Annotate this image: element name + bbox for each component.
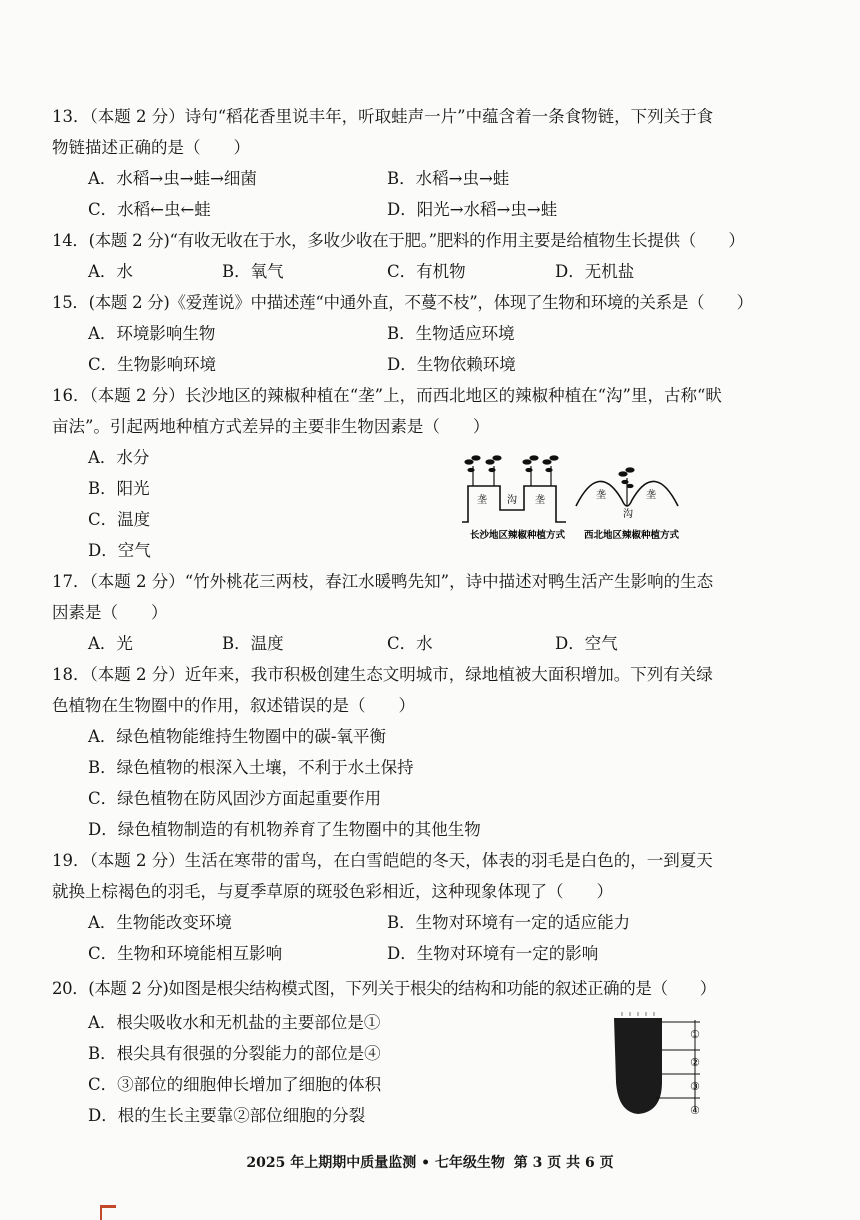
q15-option-c: C．生物影响环境 bbox=[88, 355, 217, 374]
q15-option-b: B．生物适应环境 bbox=[387, 324, 515, 343]
q15-option-a: A．环境影响生物 bbox=[88, 324, 216, 343]
furrow-label-left: 沟 bbox=[507, 495, 517, 506]
caption-changsha: 长沙地区辣椒种植方式 bbox=[470, 530, 566, 541]
q14-option-b: B．氧气 bbox=[222, 262, 284, 281]
page-footer bbox=[0, 1152, 860, 1172]
q17-stem-line2: 因素是（ ） bbox=[52, 603, 168, 622]
caption-northwest: 西北地区辣椒种植方式 bbox=[584, 530, 680, 541]
q13-option-a: A．水稻→虫→蛙→细菌 bbox=[88, 169, 257, 188]
q18-stem-line2: 色植物在生物圈中的作用，叙述错误的是（ ） bbox=[52, 696, 415, 715]
q19-option-a: A．生物能改变环境 bbox=[88, 913, 232, 932]
q20-stem-line1: 20．(本题 2 分)如图是根尖结构模式图，下列关于根尖的结构和功能的叙述正确的是（ ） bbox=[52, 979, 716, 998]
q20-option-b: B．根尖具有很强的分裂能力的部位是④ bbox=[88, 1044, 381, 1063]
q16-stem-line2: 亩法”。引起两地种植方式差异的主要非生物因素是（ ） bbox=[52, 417, 490, 436]
marker-1: ① bbox=[690, 1028, 700, 1041]
q16-option-c: C．温度 bbox=[88, 510, 151, 529]
q14-option-a: A．水 bbox=[88, 262, 133, 281]
q19-option-b: B．生物对环境有一定的适应能力 bbox=[387, 913, 631, 932]
q18-option-c: C．绿色植物在防风固沙方面起重要作用 bbox=[88, 789, 382, 808]
ridge-label-left-2: 垄 bbox=[535, 495, 545, 506]
q17-stem-line1: 17．（本题 2 分）“竹外桃花三两枝，春江水暖鸭先知”，诗中描述对鸭生活产生影响的生态 bbox=[52, 572, 714, 591]
ridge-label-right-2: 垄 bbox=[646, 490, 656, 501]
page-edge-mark bbox=[100, 1205, 116, 1220]
q14-stem-line1: 14．(本题 2 分)“有收无收在于水，多收少收在于肥。”肥料的作用主要是给植物生长提供（ ） bbox=[52, 231, 745, 250]
q13-stem-line1: 13．（本题 2 分）诗句“稻花香里说丰年，听取蛙声一片”中蕴含着一条食物链，下列关于食 bbox=[52, 107, 714, 126]
q19-option-d: D．生物对环境有一定的影响 bbox=[387, 944, 599, 963]
footer-page-number: 第 3 页 共 6 页 bbox=[513, 1155, 614, 1171]
q13-option-c: C．水稻←虫←蛙 bbox=[88, 200, 211, 219]
q19-stem-line2: 就换上棕褐色的羽毛，与夏季草原的斑驳色彩相近，这种现象体现了（ ） bbox=[52, 882, 613, 901]
root-tip-figure bbox=[604, 1012, 724, 1120]
q18-option-b: B．绿色植物的根深入土壤，不利于水土保持 bbox=[88, 758, 414, 777]
footer-exam-title: 2025 年上期期中质量监测 • 七年级生物 bbox=[246, 1155, 505, 1171]
q17-option-a: A．光 bbox=[88, 634, 133, 653]
q16-option-b: B．阳光 bbox=[88, 479, 150, 498]
q18-option-d: D．绿色植物制造的有机物养育了生物圈中的其他生物 bbox=[88, 820, 481, 839]
q14-option-c: C．有机物 bbox=[387, 262, 466, 281]
ridge-label-right-1: 垄 bbox=[596, 490, 606, 501]
q15-stem-line1: 15．(本题 2 分)《爱莲说》中描述莲“中通外直，不蔓不枝”，体现了生物和环境的关系是（ ） bbox=[52, 293, 753, 312]
q16-figure bbox=[456, 440, 688, 548]
q16-option-d: D．空气 bbox=[88, 541, 151, 560]
q16-option-a: A．水分 bbox=[88, 448, 150, 467]
q14-option-d: D．无机盐 bbox=[555, 262, 635, 281]
marker-3: ③ bbox=[690, 1080, 700, 1093]
furrow-label-right: 沟 bbox=[623, 509, 633, 520]
q13-stem-line2: 物链描述正确的是（ ） bbox=[52, 138, 250, 157]
ridge-label-left-1: 垄 bbox=[477, 495, 487, 506]
q20-option-d: D．根的生长主要靠②部位细胞的分裂 bbox=[88, 1106, 366, 1125]
marker-2: ② bbox=[690, 1056, 700, 1069]
q15-option-d: D．生物依赖环境 bbox=[387, 355, 516, 374]
q17-option-b: B．温度 bbox=[222, 634, 284, 653]
q16-stem-line1: 16．（本题 2 分）长沙地区的辣椒种植在“垄”上，而西北地区的辣椒种植在“沟”里，古称“畎 bbox=[52, 386, 722, 405]
q20-option-a: A．根尖吸收水和无机盐的主要部位是① bbox=[88, 1013, 381, 1032]
q18-option-a: A．绿色植物能维持生物圈中的碳-氧平衡 bbox=[88, 727, 386, 746]
q17-option-d: D．空气 bbox=[555, 634, 618, 653]
marker-4: ④ bbox=[690, 1104, 700, 1117]
q13-option-b: B．水稻→虫→蛙 bbox=[387, 169, 510, 188]
q19-stem-line1: 19．（本题 2 分）生活在寒带的雷鸟，在白雪皑皑的冬天，体表的羽毛是白色的，一到夏天 bbox=[52, 851, 713, 870]
q20-option-c: C．③部位的细胞伸长增加了细胞的体积 bbox=[88, 1075, 382, 1094]
q17-option-c: C．水 bbox=[387, 634, 433, 653]
q18-stem-line1: 18．（本题 2 分）近年来，我市积极创建生态文明城市，绿地植被大面积增加。下列有关绿 bbox=[52, 665, 713, 684]
q13-option-d: D．阳光→水稻→虫→蛙 bbox=[387, 200, 558, 219]
q19-option-c: C．生物和环境能相互影响 bbox=[88, 944, 283, 963]
